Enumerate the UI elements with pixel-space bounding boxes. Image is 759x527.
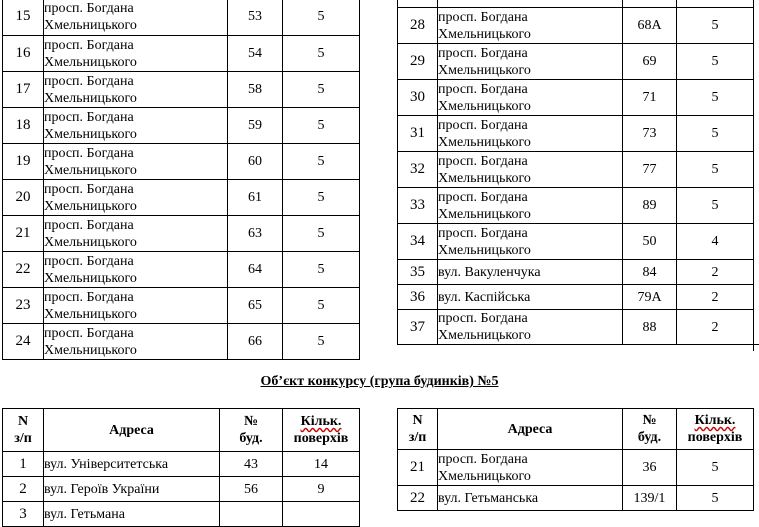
row-building-number: 59 (228, 108, 283, 144)
address-line: просп. Богдана (44, 181, 134, 197)
row-number: 28 (398, 8, 438, 44)
table-body (3, 452, 360, 527)
row-building-number: 68А (623, 8, 677, 44)
address-line: просп. Богдана (44, 217, 134, 233)
row-number: 17 (3, 72, 44, 108)
header-bud: № буд. (220, 409, 283, 452)
address-line: просп. Богдана (44, 253, 134, 269)
row-building-number: 56 (220, 477, 283, 502)
row-number: 30 (398, 80, 438, 116)
address-line: вул. Гетьманська (438, 490, 539, 506)
table-row (398, 152, 754, 188)
address-line: Хмельницького (438, 206, 531, 222)
row-number: 1 (3, 452, 44, 477)
row-number: 21 (3, 216, 44, 252)
row-number: 31 (398, 116, 438, 152)
row-building-number: 79А (623, 285, 677, 310)
row-building-number: 53 (228, 0, 283, 36)
row-address (438, 260, 623, 285)
address-line: просп. Богдана (44, 37, 134, 53)
row-number: 22 (3, 252, 44, 288)
row-number: 34 (398, 224, 438, 260)
table-row (398, 486, 754, 511)
row-building-number: 66 (228, 324, 283, 360)
row-address (44, 477, 220, 502)
table-row (398, 0, 754, 8)
row-floors: 5 (283, 324, 360, 360)
row-floors: 14 (283, 452, 360, 477)
row-address (44, 288, 228, 324)
row-floors: 5 (677, 486, 754, 511)
table-row (398, 310, 754, 345)
row-floors: 5 (283, 180, 360, 216)
row-address (438, 310, 623, 345)
table-row (3, 324, 360, 360)
table-row (3, 144, 360, 180)
row-building-number: 88 (623, 310, 677, 345)
row-floors: 9 (283, 477, 360, 502)
table-bottom-right (397, 408, 754, 511)
address-line: вул. Каспійська (438, 289, 531, 305)
row-building-number: 60 (228, 144, 283, 180)
row-number: 19 (3, 144, 44, 180)
row-building-number: 73 (623, 116, 677, 152)
row-floors: 5 (677, 44, 754, 80)
row-building-number: 89 (623, 188, 677, 224)
row-floors: 5 (283, 252, 360, 288)
table-body (398, 8, 754, 345)
table-row (398, 188, 754, 224)
table-row (3, 452, 360, 477)
row-building-number: 61 (228, 180, 283, 216)
address-line: Хмельницького (438, 468, 531, 484)
table-body (3, 0, 360, 360)
table-row (398, 224, 754, 260)
address-line: вул. Університетська (44, 456, 169, 472)
row-address (44, 502, 220, 527)
address-line: Хмельницького (438, 170, 531, 186)
address-line: просп. Богдана (44, 73, 134, 89)
row-address (44, 180, 228, 216)
row-address (438, 224, 623, 260)
row-floors: 5 (283, 72, 360, 108)
address-line: Хмельницького (44, 306, 137, 322)
address-line: Хмельницького (438, 62, 531, 78)
row-number: 20 (3, 180, 44, 216)
table-row (3, 502, 360, 527)
row-number: 23 (3, 288, 44, 324)
address-line: просп. Богдана (438, 225, 528, 241)
address-line: Хмельницького (438, 242, 531, 258)
table-row (398, 44, 754, 80)
header-address: Адреса (438, 409, 623, 450)
header-row (3, 409, 360, 452)
row-address (438, 116, 623, 152)
table-top-left (2, 0, 360, 360)
address-line: Хмельницького (438, 98, 531, 114)
row-address (438, 80, 623, 116)
row-floors: 5 (283, 216, 360, 252)
address-line: Хмельницького (44, 126, 137, 142)
address-line: Хмельницького (44, 270, 137, 286)
address-line: просп. Богдана (438, 189, 528, 205)
row-building-number: 63 (228, 216, 283, 252)
address-line: Хмельницького (44, 342, 137, 358)
row-building-number: 54 (228, 36, 283, 72)
table-top-right (397, 0, 754, 345)
address-line: вул. Героїв України (44, 481, 160, 497)
address-line: Хмельницького (44, 90, 137, 106)
row-number: 2 (3, 477, 44, 502)
row-number: 35 (398, 260, 438, 285)
address-line: просп. Богдана (44, 109, 134, 125)
header-floors: Кільк. поверхів (677, 409, 754, 450)
row-floors: 2 (677, 310, 754, 345)
table-row (3, 216, 360, 252)
header-floors: Кільк. поверхів (283, 409, 360, 452)
table-bottom-left (2, 408, 360, 527)
table-row (3, 477, 360, 502)
row-floors: 5 (283, 288, 360, 324)
header-address: Адреса (44, 409, 220, 452)
row-number: 32 (398, 152, 438, 188)
row-floors (283, 502, 360, 527)
row-floors: 5 (677, 8, 754, 44)
address-line: просп. Богдана (438, 81, 528, 97)
address-line: просп. Богдана (438, 451, 528, 467)
header-bud: № буд. (623, 409, 677, 450)
address-line: Хмельницького (44, 198, 137, 214)
address-line: просп. Богдана (438, 9, 528, 25)
row-floors: 2 (677, 285, 754, 310)
row-address (44, 36, 228, 72)
table-row (3, 108, 360, 144)
table-row (3, 252, 360, 288)
address-line: просп. Богдана (44, 145, 134, 161)
table-row (3, 288, 360, 324)
row-number: 3 (3, 502, 44, 527)
table-row (398, 450, 754, 486)
row-floors: 5 (677, 152, 754, 188)
table-row (3, 72, 360, 108)
row-address (438, 188, 623, 224)
row-address (44, 144, 228, 180)
address-line: просп. Богдана (44, 0, 134, 16)
section-title: Об’єкт конкурсу (група будинків) №5 (260, 374, 499, 389)
table-row (3, 0, 360, 36)
row-building-number: 77 (623, 152, 677, 188)
row-number: 36 (398, 285, 438, 310)
row-floors: 5 (283, 144, 360, 180)
table-body (398, 450, 754, 511)
row-number: 22 (398, 486, 438, 511)
row-floors: 5 (283, 0, 360, 36)
row-floors: 4 (677, 224, 754, 260)
address-line: вул. Вакуленчука (438, 264, 541, 280)
table-row (398, 116, 754, 152)
row-number: 18 (3, 108, 44, 144)
row-address (44, 452, 220, 477)
address-line: Хмельницького (438, 328, 531, 343)
row-building-number: 64 (228, 252, 283, 288)
row-floors: 5 (677, 80, 754, 116)
row-address (438, 285, 623, 310)
address-line: просп. Богдана (438, 311, 528, 326)
address-line: Хмельницького (438, 26, 531, 42)
row-address (438, 450, 623, 486)
row-number: 29 (398, 44, 438, 80)
row-building-number: 50 (623, 224, 677, 260)
address-line: вул. Гетьмана (44, 506, 125, 522)
row-address (44, 324, 228, 360)
row-address (44, 72, 228, 108)
row-building-number (220, 502, 283, 527)
row-floors: 5 (283, 108, 360, 144)
row-address (44, 216, 228, 252)
row-address (438, 8, 623, 44)
row-building-number: 58 (228, 72, 283, 108)
row-number: 16 (3, 36, 44, 72)
row-floors: 5 (677, 450, 754, 486)
row-address (438, 486, 623, 511)
table-row (398, 8, 754, 44)
address-line: Хмельницького (438, 134, 531, 150)
table-corner-mark (753, 344, 759, 351)
row-building-number: 139/1 (623, 486, 677, 511)
row-address (44, 108, 228, 144)
header-n: N з/п (398, 409, 438, 450)
header-row (398, 409, 754, 450)
row-number: 33 (398, 188, 438, 224)
address-line: просп. Богдана (438, 117, 528, 133)
row-building-number: 43 (220, 452, 283, 477)
row-address (44, 0, 228, 36)
row-floors: 5 (283, 36, 360, 72)
address-line: Хмельницького (44, 234, 137, 250)
table-row (3, 36, 360, 72)
row-building-number: 69 (623, 44, 677, 80)
row-building-number: 71 (623, 80, 677, 116)
row-building-number: 65 (228, 288, 283, 324)
row-floors: 5 (677, 188, 754, 224)
row-number: 24 (3, 324, 44, 360)
row-floors: 2 (677, 260, 754, 285)
table-row (398, 260, 754, 285)
row-number: 37 (398, 310, 438, 345)
address-line: просп. Богдана (438, 45, 528, 61)
header-n: N з/п (3, 409, 44, 452)
address-line: просп. Богдана (44, 289, 134, 305)
row-number: 15 (3, 0, 44, 36)
table-row (398, 80, 754, 116)
row-number: 21 (398, 450, 438, 486)
row-floors: 5 (677, 116, 754, 152)
address-line: Хмельницького (44, 54, 137, 70)
row-building-number: 84 (623, 260, 677, 285)
row-address (44, 252, 228, 288)
address-line: Хмельницького (44, 162, 137, 178)
address-line: Хмельницького (44, 17, 137, 33)
row-building-number: 36 (623, 450, 677, 486)
table-row (3, 180, 360, 216)
address-line: просп. Богдана (44, 325, 134, 341)
table-row (398, 285, 754, 310)
row-address (438, 152, 623, 188)
address-line: просп. Богдана (438, 153, 528, 169)
row-address (438, 44, 623, 80)
